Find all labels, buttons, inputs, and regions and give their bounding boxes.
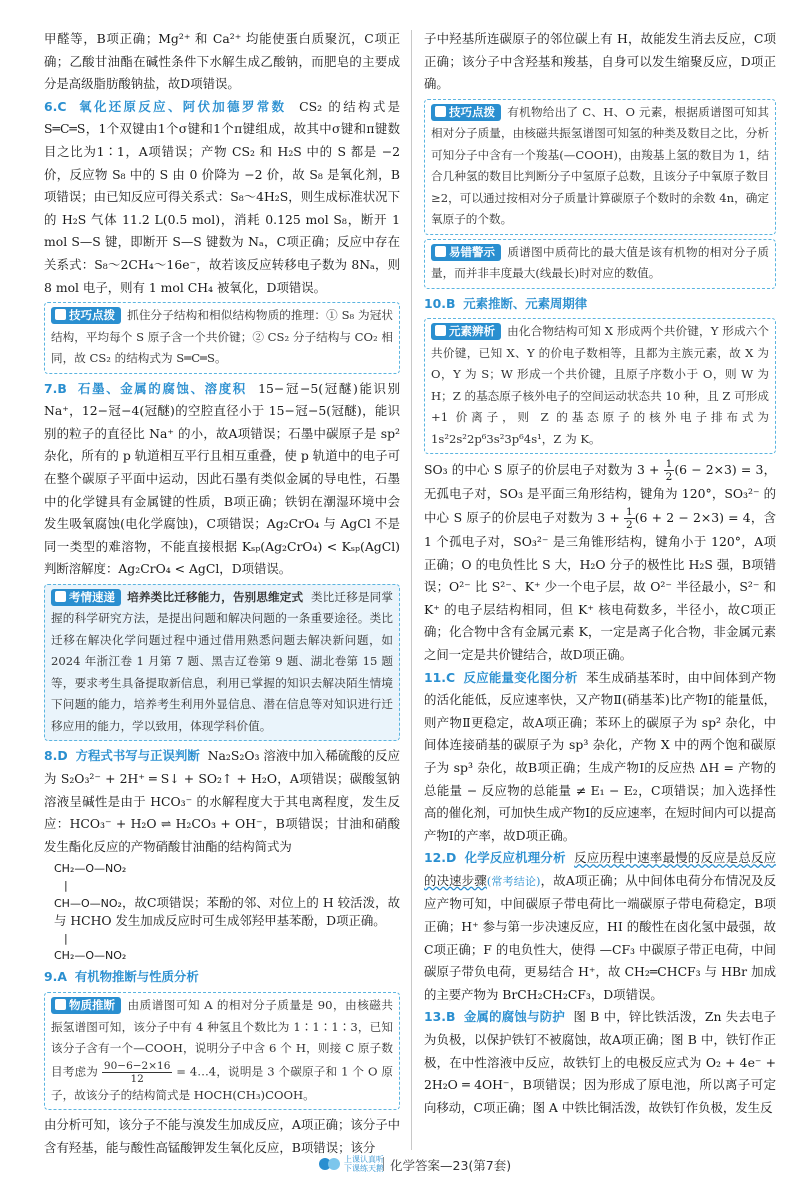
- fraction: [624, 506, 635, 531]
- answer-text: CS₂ 的结构式是 S═C═S，1个双键由1个σ键和1个π键组成，故其中σ键和π键数目之比为1∶1，A项错误；产物 CS₂ 和 H₂S 中的 S 都是 −2 价，反应物 S₈ 中的 S 由 0 价降为 −2 价，故 S₈ 是氧化剂，B项错误；由已知反应可得关系式：S₈～4H₂S，则生成标准状况下的 H₂S 气体 11.2 L(0.5 mol)，消耗 0.125 mol S₈，断开 1 mol S—S 键，即断开 S—S 键数为 Nₐ，C项正确；反应中存在关系式：S₈～2CH₄～16e⁻，故若该反应转移电子数为 8Nₐ，则 8 mol 电子，则有 1 mol CH₄ 被氧化，D项错误。: [44, 98, 401, 295]
- element-text: 由化合物结构可知 X 形成两个共价键，Y 形成六个共价键，已知 X、Y 的价电子数相等，且都为主族元素，故 X 为 O，Y 为 S；W 形成一个共价键，且原子序数小于 O，则 W 为 H；Z 的基态原子核外电子的空间运动状态共 10 种，且 Z 可形成 +1 价离子，则 Z 的基态原子的核外电子排布式为 1s²2s²2p⁶3s²3p⁶4s¹，Z 为 K。: [431, 324, 769, 446]
- answer-topic: 金属的腐蚀与防护: [463, 1009, 566, 1025]
- answer-number: 8.D: [44, 748, 68, 764]
- inference-label: 物质推断: [69, 998, 115, 1013]
- answer-10-analysis: [424, 458, 776, 666]
- element-tag: [431, 323, 501, 340]
- footer-separator: [383, 1157, 384, 1171]
- structure-bond: |: [64, 879, 68, 893]
- answer-topic: 石墨、金属的腐蚀、溶度积: [78, 380, 247, 396]
- trend-icon: [55, 591, 66, 602]
- inference-tag: [51, 997, 121, 1014]
- inference-box: [44, 992, 400, 1110]
- lightbulb-icon: [435, 106, 446, 117]
- brand-text: [344, 1155, 384, 1173]
- trend-tag: [51, 589, 121, 606]
- continuation-paragraph: 子中羟基所连碳原子的邻位碳上有 H，故能发生消去反应，C项正确；该分子中含羟基和羧基，自身可以发生缩聚反应，D项正确。: [424, 31, 776, 92]
- right-column: [424, 28, 776, 1119]
- answer-9-analysis: 由分析可知，该分子不能与溴发生加成反应，A项正确；该分子中含有羟基，能与酸性高锰酸钾发生氧化反应，B项错误；该分: [44, 1117, 400, 1155]
- fraction: [664, 458, 675, 483]
- fraction-numerator: 90−6−2×16: [103, 1059, 171, 1072]
- answer-11: [424, 667, 776, 848]
- trend-title: 培养类比迁移能力，告别思维定式: [127, 589, 304, 604]
- tip-label: 技巧点拨: [449, 104, 495, 119]
- analysis-text: (6 − 2×3) = 3，无孤电子对，SO₃ 是平面三角形结构，键角为 120°，SO₃²⁻ 的中心 S 原子的价层电子对数为 3 +: [424, 462, 776, 525]
- answer-topic: 反应能量变化图分析: [463, 669, 578, 685]
- lightbulb-icon: [55, 309, 66, 320]
- answer-topic: 元素推断、元素周期律: [463, 295, 588, 311]
- structure-line: CH₂—O—NO₂: [54, 949, 127, 963]
- answer-7: [44, 378, 400, 581]
- page-number: 化学答案—23(第7套): [390, 1158, 512, 1173]
- fraction-denominator: 2: [665, 471, 673, 484]
- element-box: [424, 318, 776, 454]
- answer-topic: 方程式书写与正误判断: [75, 748, 200, 764]
- tip-box: [44, 302, 400, 374]
- tip-text: 有机物给出了 C、H、O 元素，根据质谱图可知其相对分子质量，由核磁共振氢谱图可知氢的种类及数目之比，分析可知分子中含有一个羧基(—COOH)，由羧基上氢的数目为 1，结合几种氢的数目比判断分子中氢原子总数，且该分子中氧原子数目 ≥2，可以通过按相对分子质量计算碳原子个数时的余数 4n，确定氧原子的个数。: [431, 104, 769, 227]
- answer-number: 11.C: [424, 669, 456, 685]
- answer-12: [424, 847, 776, 1006]
- nitroglycerin-structure: [54, 860, 400, 964]
- intro-paragraph: 甲醛等，B项正确；Mg²⁺ 和 Ca²⁺ 均能使蛋白质聚沉，C项正确；乙酸甘油酯在碱性条件下水解生成乙酸钠，而肥皂的主要成分是高级脂肪酸钠盐，故D项错误。: [44, 31, 400, 92]
- tip-label: 技巧点拨: [69, 308, 115, 323]
- answer-number: 6.C: [44, 98, 67, 114]
- answer-text: 苯生成硝基苯时，由中间体到产物的活化能低，反应速率快，又产物Ⅱ(硝基苯)比产物Ⅰ的能量低，则产物Ⅱ更稳定，故A项正确；苯环上的碳原子为 sp² 杂化，中间体连接硝基的碳原子为 sp³ 杂化，产物 X 中的两个饱和碳原子为 sp³ 杂化，故B项正确；生成产物Ⅰ的反应热 ΔH = 产物的总能量 − 反应物的总能量 ≠ E₁ − E₂，C项错误；加入选择性高的催化剂，可加快生成产物Ⅰ的反应速率，在短时间内可以提高产物Ⅰ的产率，故D项正确。: [424, 669, 777, 843]
- conclusion-note: (常考结论): [486, 874, 541, 888]
- answer-13: [424, 1006, 776, 1119]
- fraction-numerator: 1: [626, 505, 633, 518]
- brand-line: 下课练天鹅: [344, 1164, 384, 1173]
- fraction-denominator: 12: [130, 1072, 144, 1085]
- answer-topic: 氧化还原反应、阿伏加德罗常数: [79, 98, 287, 114]
- warning-icon: [435, 246, 446, 257]
- answer-8: [44, 745, 400, 858]
- warning-text: 质谱图中质荷比的最大值是该有机物的相对分子质量，而并非丰度最大(线最长)时对应的数值。: [431, 244, 769, 281]
- brand-line: 上课认真听: [344, 1155, 384, 1164]
- answer-number: 7.B: [44, 380, 67, 396]
- pencil-icon: [55, 999, 66, 1010]
- warning-box: [424, 239, 776, 289]
- answer-10: [424, 293, 776, 316]
- answer-text: 图 B 中，锌比铁活泼，Zn 失去电子为负极，以保护铁钉不被腐蚀，故A项正确；图 B 中，铁钉作正极，在中性溶液中反应，故铁钉上的电极反应式为 O₂ + 4e⁻ + 2H₂O ═ 4OH⁻，B项错误；因为形成了原电池，所以离子可定向移动，C项正确；图 A 中铁比铜活泼，故铁钉作负极，发生反: [424, 1009, 776, 1115]
- answer-6: [44, 96, 400, 299]
- warning-label: 易错警示: [449, 244, 495, 259]
- page-footer: [0, 1153, 800, 1175]
- answer-number: 9.A: [44, 969, 67, 985]
- trend-box: [44, 584, 400, 742]
- atom-icon: [435, 325, 446, 336]
- left-column: [44, 28, 400, 1159]
- tip-box: [424, 99, 776, 235]
- fraction-denominator: 2: [626, 518, 633, 531]
- answer-topic: 有机物推断与性质分析: [74, 969, 199, 985]
- trend-text: 类比迁移是同掌握的科学研究方法，是提出问题和解决问题的一条重要途径。类比迁移在解决化学问题过程中通过借用熟悉问题去解决新问题，如 2024 年浙江卷 1 月第 7 题、黑吉辽卷第 9 题、湖北卷第 15 题等，要求考生具备提取新信息，利用已掌握的知识去解决陌生情境下问题的能力，培养考生利用外显信息、潜在信息等对知识进行迁移应用的能力，学以致用，体现学科价值。: [51, 589, 393, 733]
- key-conclusion: 反应历程中速率最慢的反应是总反应的决速步骤: [424, 850, 777, 888]
- answer-text: ，故A项正确；从中间体电荷分布情况及反应产物可知，中间碳原子带电荷比一端碳原子带电荷稳定，B项正确；H⁺ 参与第一步决速反应，HI 的酸性在卤化氢中最强，故C项正确；F 的电负性大，使得 —CF₃ 中碳原子带正电荷，中间碳原子带负电荷，更易结合 H⁺，故 CH₂═CHCF₃ 与 HBr 加成的主要产物为 BrCH₂CH₂CF₃，D项错误。: [424, 872, 776, 1002]
- fraction-numerator: 1: [665, 458, 673, 471]
- tip-text: 抓住分子结构和相似结构物质的推理：① S₈ 为冠状结构，平均每个 S 原子含一个共价键；② CS₂ 分子结构与 CO₂ 相同，故 CS₂ 的结构式为 S═C═S。: [51, 308, 393, 366]
- element-label: 元素辨析: [449, 324, 495, 339]
- answer-number: 10.B: [424, 295, 456, 311]
- answer-number: 12.D: [424, 850, 457, 866]
- answer-text: ，故C项错误；苯酚的邻、对位上的 H 较活泼，故与 HCHO 发生加成反应时可生成邻羟甲基苯酚，D项正确。: [54, 895, 400, 929]
- tip-tag: [431, 104, 501, 121]
- inference-text: 由质谱图可知 A 的相对分子质量是 90，由核磁共振氢谱图可知，该分子中有 4 种氢且个数比为 1∶1∶1∶3，已知该分子含有一个—COOH，说明分子中含 6 个 H，则接 C 原子数目考虑为: [51, 998, 393, 1079]
- answer-topic: 化学反应机理分析: [464, 850, 566, 866]
- warning-tag: [431, 244, 501, 261]
- answer-number: 13.B: [424, 1009, 456, 1025]
- answer-text: 15−冠−5(冠醚)能识别 Na⁺，12−冠−4(冠醚)的空腔直径小于 15−冠−5(冠醚)，能识别的粒子的直径比 Na⁺ 的小，故A项错误；石墨中碳原子是 sp² 杂化，所有的 p 轨道相互平行且相互重叠，使 p 轨道中的电子可在整个碳原子平面中运动，因此石墨有类似金属的导电性，石墨中的化学键具有金属键的性质，B项正确；铁钥在潮湿环境中会发生吸氧腐蚀(电化学腐蚀)，C项错误；Ag₂CrO₄ 与 AgCl 不是同一类型的难溶物，不能直接根据 Kₛₚ(Ag₂CrO₄) < Kₛₚ(AgCl) 判断溶解度：Ag₂CrO₄ < AgCl，D项错误。: [44, 380, 400, 577]
- structure-line: CH₂—O—NO₂: [54, 862, 127, 876]
- column-divider: [411, 30, 412, 1150]
- analysis-text: SO₃ 的中心 S 原子的价层电子对数为 3 +: [424, 462, 660, 478]
- inference-text-2: = 4…4，说明是 3 个碳原子和 1 个 O 原子，故该分子的结构简式是 HOCH(CH₃)COOH。: [51, 1064, 393, 1102]
- structure-bond: |: [64, 932, 68, 946]
- answer-9: [44, 966, 400, 989]
- analysis-text: (6 + 2 − 2×3) = 4，含 1 个孤电子对，SO₃²⁻ 是三角锥形结构，键角小于 120°，A项正确；O 的电负性比 S 大，H₂O 分子的极性比 H₂S 强，B项错误；O²⁻ 比 S²⁻、K⁺ 少一个电子层，故 O²⁻ 半径最小，S²⁻ 和 K⁺ 的电子层结构相同，但 K⁺ 核电荷数多，半径小，故C项正确；化合物中含有金属元素 K，一定是离子化合物，非金属元素之间一定是共价键结合，故D项正确。: [424, 509, 776, 662]
- answer-text: Na₂S₂O₃ 溶液中加入稀硫酸的反应为 S₂O₃²⁻ + 2H⁺ ═ S↓ + SO₂↑ + H₂O，A项错误；碳酸氢钠溶液呈碱性是由于 HCO₃⁻ 的水解程度大于其电离程度，发生反应：HCO₃⁻ + H₂O ⇌ H₂CO₃ + OH⁻，B项错误；甘油和硝酸发生酯化反应的产物硝酸甘油酯的结构简式为: [44, 748, 400, 854]
- structure-line: CH—O—NO₂: [54, 897, 122, 911]
- tip-tag: [51, 307, 121, 324]
- brand-logo-icon: [318, 1155, 342, 1173]
- trend-label: 考情速递: [69, 589, 115, 604]
- fraction: [102, 1060, 172, 1085]
